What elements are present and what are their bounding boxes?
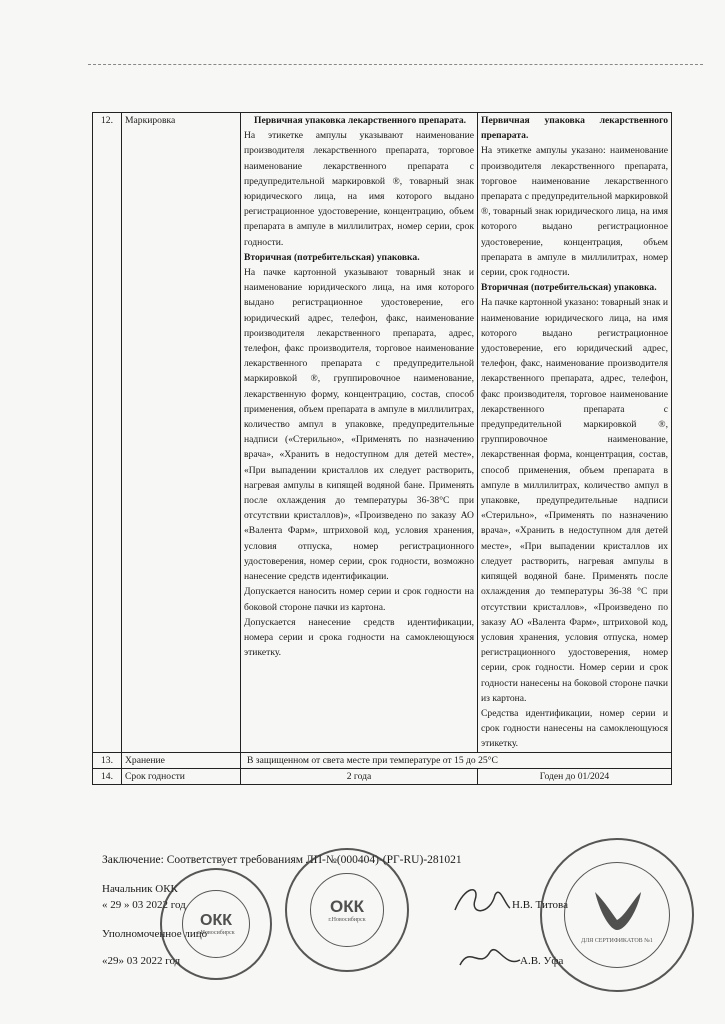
col3-secondary-text: На пачке картонной указывают товарный знак и наименование юридического лица, на имя которого выдано регистрационное удостоверение, его юридический адрес, телефон, факс, наименование производителя лекарственного препарата, адрес, телефон, факс производителя, торговое наименование лекарственного препарата с предупредительной маркировкой ®, группировочное наименование, лекарственную форму, концентрацию, состав, способ применения, объем препарата в ампуле в миллилитрах, количество ампул в упаковке, предупредительные надписи («Стерильно», «Применять по назначению врача», «Хранить в недоступном для детей месте», «При выпадении кристаллов их следует растворить, нагревая ампулы в кипящей водяной бане. Применять после охлаждения до температуры 36-38°С при отсутствии кристаллов)», «Произведено по заказу АО «Валента Фарм», штриховой код, условия хранения, условия отпуска, номер регистрационного удостоверения, номер серии, срок годности, возможно нанесение средств идентификации. [244,267,474,583]
certificate-stamp-text: ДЛЯ СЕРТИФИКАТОВ №1 [581,938,653,944]
col4-heading-primary: Первичная упаковка лекарственного препарата. [481,115,668,142]
chief-date: « 29 » 03 2022 год [102,899,186,911]
col3-primary-text: На этикетке ампулы указывают наименование производителя лекарственного препарата, торговое наименование лекарственного препарата с предупредительной маркировкой ®, товарный знак юридического лица, на имя которого выдано регистрационное удостоверение, концентрацию, объем препарата в ампуле в миллилитрах, номер серии, срок годности. [244,130,474,248]
signature-chief [445,880,515,920]
top-dashed-line [88,64,703,65]
row-name: Хранение [122,752,241,768]
row-number: 14. [93,768,122,784]
storage-cell: В защищенном от света месте при температуре от 15 до 25°С [241,752,672,768]
col3-heading-secondary: Вторичная (потребительская) упаковка. [244,251,420,263]
row-name: Маркировка [122,113,241,753]
col3-note-1: Допускается наносить номер серии и срок годности на боковой стороне пачки из картона. [244,586,474,613]
authorized-date: «29» 03 2022 год [102,955,181,967]
okk-stamp-left-label: ОКК [200,912,232,929]
signature-authorized [455,940,525,975]
col4-secondary-text: На пачке картонной указано: товарный знак и наименование юридического лица, на имя которого выдано регистрационное удостоверение, его юридический адрес, телефон, факс, наименование производителя лекарственного препарата, адрес, телефон, факс производителя, торговое наименование лекарственного препарата с предупредительной маркировкой ®, группировочное наименование, лекарственная форма, концентрация, состав, способ применения, объем препарата в ампуле в миллилитрах, количество ампул в упаковке, предупредительные надписи «Стерильно», «Применять по назначению врача», «Хранить в недоступном для детей месте», «При выпадении кристаллов их следует растворить, нагревая ампулы в кипящей водяной бане. Применять после охлаждения до температуры 36-38 °С при отсутствии кристаллов», «Произведено по заказу АО «Валента Фарм», штриховой код, условия хранения, условия отпуска, номер регистрационного удостоверения, номер серии, срок годности. Номер серии и срок годности нанесены на боковой стороне пачки из картона. [481,297,668,704]
certificate-stamp-right [540,838,694,992]
col3-heading-primary: Первичная упаковка лекарственного препарата. [254,115,467,126]
okk-stamp-center-label: ОКК [330,897,364,916]
okk-stamp-center-city: г.Новосибирск [328,917,366,923]
row-number: 13. [93,752,122,768]
authorized-name: А.В. Уфа [520,955,564,967]
requirement-cell [241,113,478,753]
col4-note: Средства идентификации, номер серии и срок годности нанесены на самоклеющуюся этикетку. [481,707,668,750]
shelf-life-requirement: 2 года [241,768,478,784]
okk-stamp-center [285,848,409,972]
col3-note-2: Допускается нанесение средств идентификации, номера серии и срока годности на самоклеющуюся этикетку. [244,616,474,659]
chief-name: Н.В. Титова [512,899,568,911]
table-row [93,752,672,768]
table-row [93,768,672,784]
okk-stamp-left [160,868,272,980]
specification-table [92,112,672,785]
row-name: Срок годности [122,768,241,784]
result-cell [478,113,672,753]
col4-heading-secondary: Вторичная (потребительская) упаковка. [481,282,657,294]
table-row [93,113,672,753]
okk-stamp-left-city: г.Новосибирск [197,930,235,936]
shelf-life-result: Годен до 01/2024 [478,768,672,784]
conclusion-text: Заключение: Соответствует требованиям ЛП-№(000404)-(РГ-RU)-281021 [102,854,462,866]
col4-primary-text: На этикетке ампулы указано: наименование производителя лекарственного препарата, торговое наименование лекарственного препарата с предупредительной маркировкой ®, товарный знак юридического лица, на имя которого выдано регистрационное удостоверение, концентрация, объем препарата в ампуле в миллилитрах, номер серии, срок годности. [481,145,668,279]
authorized-label: Уполномоченное лицо [102,928,208,940]
row-number: 12. [93,113,122,753]
chief-label: Начальник ОКК [102,883,178,895]
company-logo-icon [587,886,647,936]
